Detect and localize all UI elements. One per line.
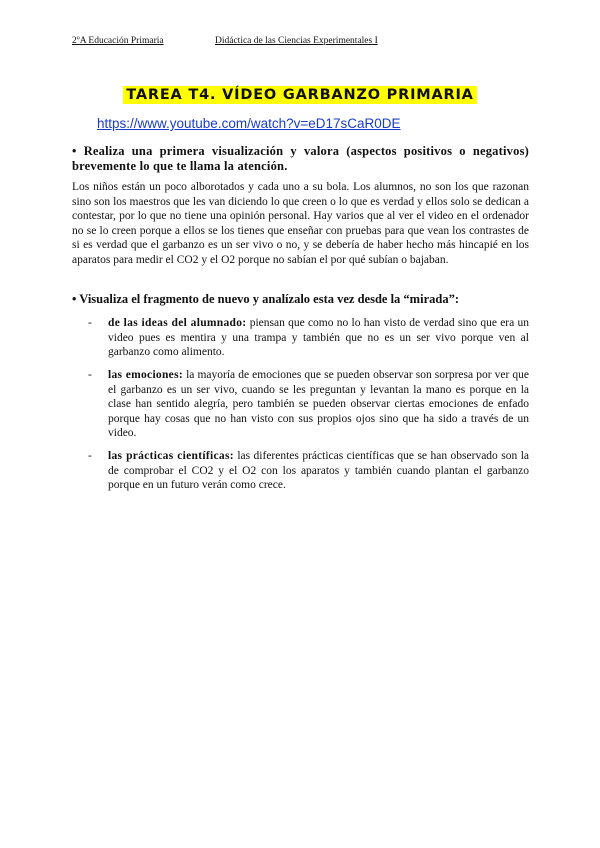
list-item-practicas [88, 449, 529, 493]
list-item-text: piensan que como no lo han visto de verdad sino que era un video pues es mentira y una trampa y también que no es un ser vivo porque ven al garbanzo como alimento. [108, 317, 529, 358]
list-dash: - [88, 450, 92, 462]
header-subject: Didáctica de las Ciencias Experimentales I [215, 36, 378, 46]
question-1: • Realiza una primera visualización y valora (aspectos positivos o negativos) brevemente lo que te llama la atención. [72, 144, 529, 173]
answer-1: Los niños están un poco alborotados y cada uno a su bola. Los alumnos, no son los que razonan sino son los maestros que les van diciendo lo que creen o lo que es verdad y ellos solo se dedican a contestar, por lo que no tiene una opinión personal. Hay varios que al ver el video en el ordenador no se lo creen porque a ellos se los tienes que enseñar con pruebas para que vean los contrastes de si es verdad que el garbanzo es un ser vivo o no, y se debería de haber hecho más hincapié en los aparatos para medir el CO2 y el O2 porque no sabían el por qué subían o bajaban. [72, 181, 529, 266]
list-item-label: las emociones: [108, 369, 183, 381]
list-item-label: las prácticas científicas: [108, 450, 234, 462]
list-dash: - [88, 369, 92, 381]
list-item-body [108, 449, 529, 493]
list-item-text: las diferentes prácticas científicas que se han observado son la de comprobar el CO2 y el O2 con los aparatos y también cuando plantan el garbanzo porque en un futuro verán como crece. [108, 450, 529, 491]
page-header [72, 36, 534, 52]
header-course: 2ºA Educación Primaria [72, 36, 164, 46]
list-item-text: la mayoría de emociones que se pueden observar son sorpresa por ver que el garbanzo es un ser vivo, cuando se les preguntan y levantan la mano es porque en la clase han sentido alegría, pero también se pueden observar ciertas emociones de enfado porque hay cosas que no han visto con sus propios ojos sino que ha sido a través de un video. [108, 369, 529, 439]
list-item-ideas [88, 316, 529, 360]
list-item-body [108, 316, 529, 360]
list-item-emociones [88, 368, 529, 441]
question-2: • Visualiza el fragmento de nuevo y analízalo esta vez desde la “mirada”: [72, 292, 459, 306]
list-dash: - [88, 317, 92, 329]
youtube-link[interactable]: https://www.youtube.com/watch?v=eD17sCaR0DE [97, 116, 401, 131]
page-title: TAREA T4. VÍDEO GARBANZO PRIMARIA [123, 86, 476, 104]
list-item-label: de las ideas del alumnado: [108, 317, 247, 329]
title-container [0, 86, 600, 104]
list-item-body [108, 368, 529, 441]
